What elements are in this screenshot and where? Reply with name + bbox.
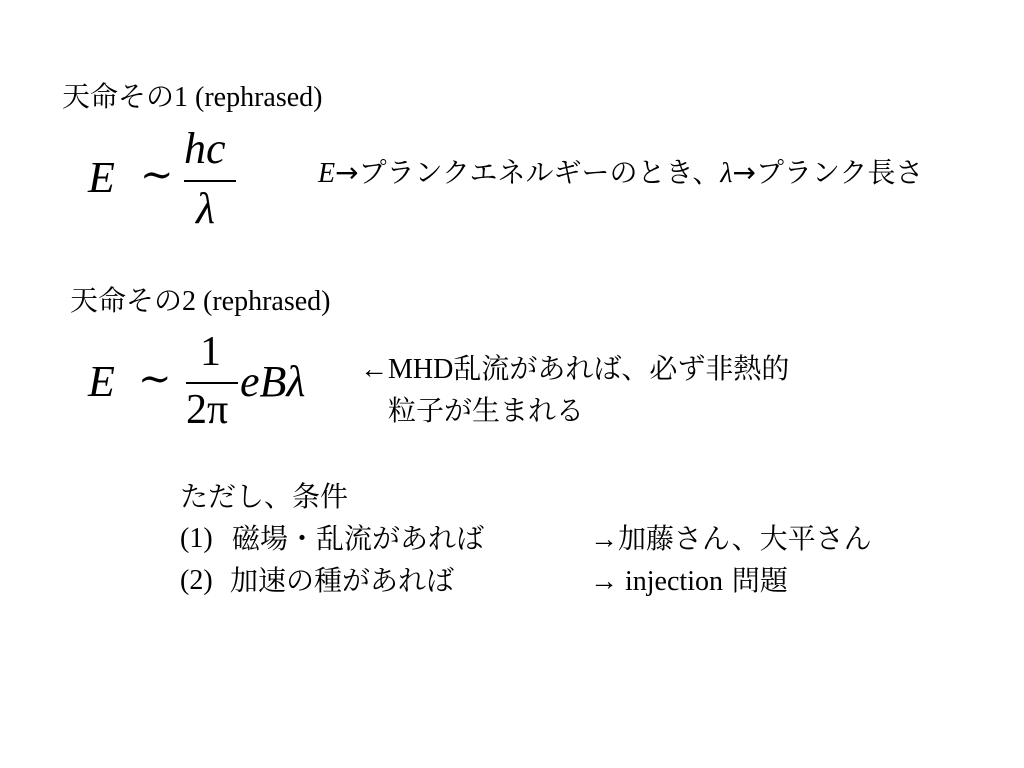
condition2-text: 加速の種があれば	[230, 564, 455, 597]
formula2-lhs: E	[88, 357, 115, 406]
formula1-denominator: λ	[196, 184, 216, 233]
section2-heading	[70, 284, 331, 319]
section2-heading-num: 2 (rephrased)	[182, 286, 331, 317]
condition1-result-text: 加藤さん、大平さん	[618, 522, 872, 555]
note1-E: E	[318, 158, 336, 189]
condition2-result-text: 問題	[722, 564, 788, 597]
section1-note	[318, 156, 923, 191]
formula2-sim: ∼	[138, 356, 172, 401]
note1-part2: →プランク長さ	[732, 156, 924, 189]
section1-heading-jp: 天命その	[62, 80, 175, 113]
section2-note-line1	[360, 352, 789, 387]
condition2-num: (2)	[180, 565, 213, 596]
note2-line1-rest: 乱流があれば、必ず非熱的	[453, 352, 790, 385]
formula2-numerator: 1	[200, 329, 221, 375]
section1-heading-num: 1 (rephrased)	[174, 82, 323, 113]
section2-note-line2: 粒子が生まれる	[388, 394, 585, 427]
condition1-result	[590, 522, 872, 557]
formula1-sim: ∼	[140, 152, 174, 197]
condition2-arrow: →	[590, 566, 625, 597]
note1-part1: →プランクエネルギーのとき、	[335, 156, 721, 189]
formula1-lhs: E	[88, 153, 115, 202]
note2-arrow-mhd: ←MHD	[360, 354, 454, 385]
section1-heading	[62, 80, 323, 115]
formula1-fraction-bar	[184, 180, 236, 182]
note1-lambda: λ	[720, 158, 733, 189]
formula2-tail: eBλ	[240, 357, 306, 406]
formula2-fraction-bar	[186, 382, 238, 384]
condition1-num: (1)	[180, 523, 213, 554]
condition2-result-latin: injection	[625, 566, 723, 597]
condition2-result	[590, 564, 788, 599]
formula2-denominator: 2π	[186, 387, 229, 433]
section2-heading-jp: 天命その	[70, 284, 183, 317]
condition1-arrow: →	[590, 524, 618, 555]
formula1-numerator: hc	[184, 124, 226, 173]
condition1-text: 磁場・乱流があれば	[232, 522, 485, 555]
conditions-title: ただし、条件	[180, 480, 349, 513]
